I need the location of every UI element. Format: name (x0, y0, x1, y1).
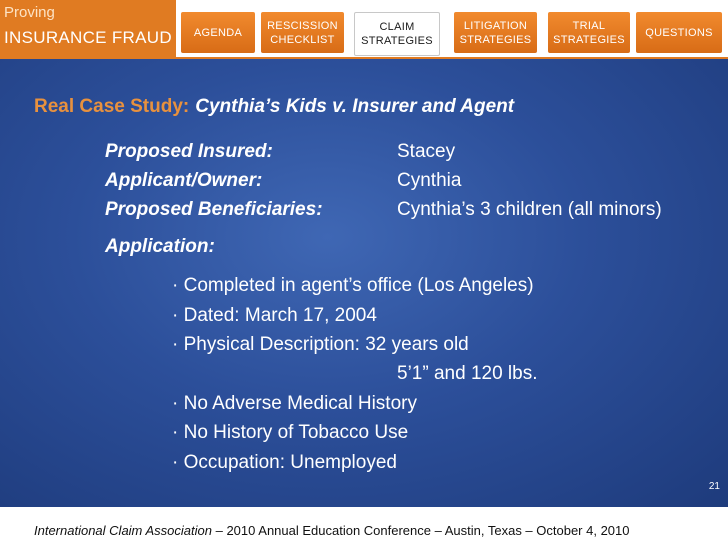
tab-litigation-strategies-label: LITIGATION STRATEGIES (459, 19, 532, 46)
tab-questions[interactable] (636, 12, 722, 53)
case-study-title-prefix: Real Case Study: (34, 96, 190, 117)
tab-agenda-label: AGENDA (193, 26, 243, 39)
tab-litigation-strategies[interactable] (454, 12, 537, 53)
footer-bar (0, 507, 728, 546)
field-value-applicant-owner: Cynthia (397, 170, 462, 191)
physical-description-continuation: 5’1” and 120 lbs. (397, 363, 538, 384)
footer-text (34, 523, 630, 538)
tab-agenda[interactable] (181, 12, 255, 53)
tab-questions-label: QUESTIONS (645, 26, 713, 39)
tab-rescission-checklist-label: RESCISSION CHECKLIST (267, 19, 338, 46)
field-value-proposed-insured: Stacey (397, 141, 456, 162)
field-value-proposed-beneficiaries: Cynthia’s 3 children (all minors) (397, 199, 662, 220)
page-number: 21 (708, 481, 720, 492)
list-item: · No History of Tobacco Use (172, 422, 409, 443)
field-label-proposed-beneficiaries: Proposed Beneficiaries: (105, 199, 323, 220)
brand-line1: Proving (4, 4, 55, 21)
tab-trial-strategies-label: TRIAL STRATEGIES (553, 19, 625, 46)
header-bar (0, 0, 728, 57)
field-label-proposed-insured: Proposed Insured: (105, 141, 273, 162)
list-item: · Completed in agent’s office (Los Angeles) (172, 275, 534, 296)
tab-claim-strategies-label: CLAIM STRATEGIES (361, 21, 433, 47)
list-item: · Physical Description: 32 years old (172, 334, 469, 355)
brand-block (0, 0, 176, 57)
list-item: · Occupation: Unemployed (172, 452, 397, 473)
brand-line2: INSURANCE FRAUD (4, 28, 172, 47)
application-label: Application: (105, 236, 215, 257)
footer-event: – 2010 Annual Education Conference – Austin, Texas – October 4, 2010 (212, 523, 630, 538)
list-item: · No Adverse Medical History (172, 393, 417, 414)
list-item: · Dated: March 17, 2004 (172, 305, 377, 326)
field-label-applicant-owner: Applicant/Owner: (105, 170, 263, 191)
header-divider (0, 57, 728, 59)
footer-organization: International Claim Association (34, 523, 212, 538)
case-study-title (34, 96, 514, 118)
case-study-title-main: Cynthia’s Kids v. Insurer and Agent (195, 96, 515, 117)
tab-trial-strategies[interactable] (548, 12, 630, 53)
tab-claim-strategies[interactable] (354, 12, 440, 56)
tab-rescission-checklist[interactable] (261, 12, 344, 53)
